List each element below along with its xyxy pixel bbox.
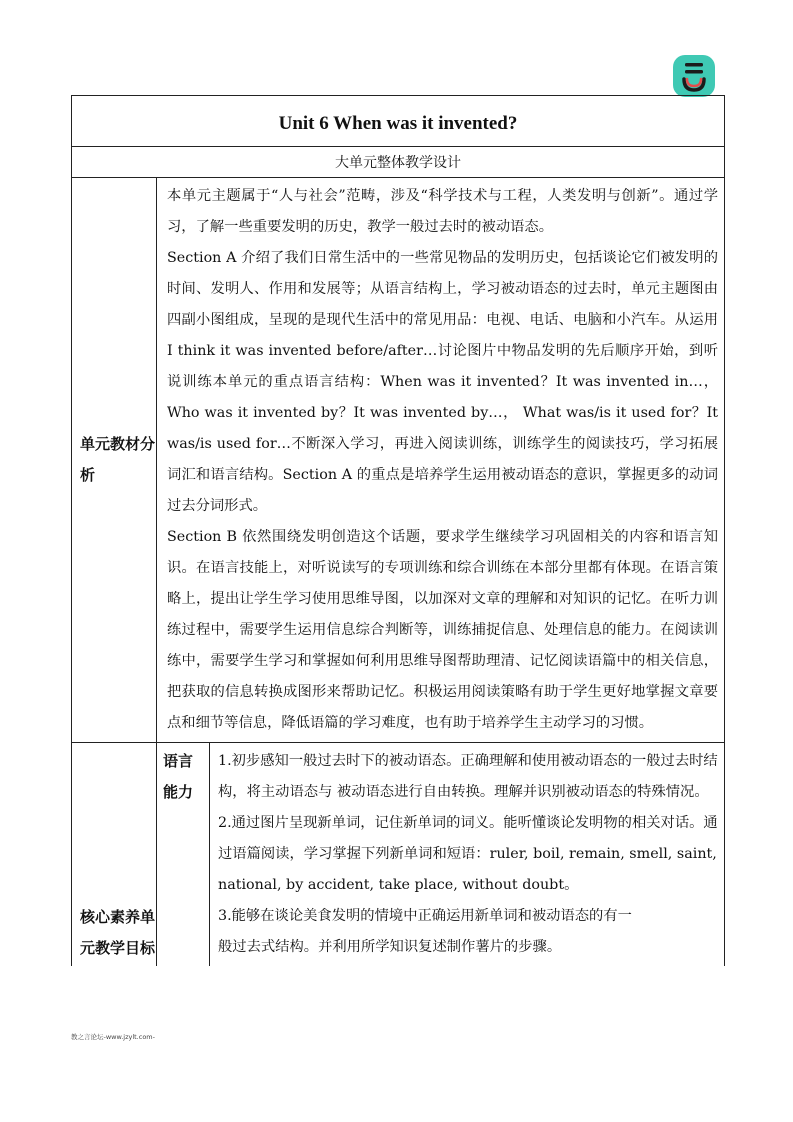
- goals-sub-label: 语言能力: [157, 743, 210, 967]
- document-subtitle: 大单元整体教学设计: [72, 147, 725, 178]
- goal-item: 3.能够在谈论美食发明的情境中正确运用新单词和被动语态的有一: [218, 908, 632, 924]
- goal-item: 般过去式结构。并利用所学知识复述制作薯片的步骤。: [218, 939, 562, 955]
- analysis-paragraph: 本单元主题属于“人与社会”范畴，涉及“科学技术与工程，人类发明与创新”。通过学习，了解一些重要发明的历史，教学一般过去时的被动语态。: [167, 188, 718, 235]
- analysis-paragraph: Section B 依然围绕发明创造这个话题，要求学生继续学习巩固相关的内容和语言知识。在语言技能上，对听说读写的专项训练和综合训练在本部分里都有体现。在语言策略上，提出让学生学习使用思维导图，以加深对文章的理解和对知识的记忆。在听力训练过程中，需要学生运用信息综合判断等，训练捕捉信息、处理信息的能力。在阅读训练中，需要学生学习和掌握如何利用思维导图帮助理清、记忆阅读语篇中的相关信息，把获取的信息转换成图形来帮助记忆。积极运用阅读策略有助于学生更好地掌握文章要点和细节等信息，降低语篇的学习难度，也有助于培养学生主动学习的习惯。: [167, 529, 718, 731]
- analysis-content: [157, 178, 725, 743]
- lesson-design-table: [71, 95, 725, 966]
- goal-item: 2.通过图片呈现新单词，记住新单词的词义。能听懂谈论发明物的相关对话。通过语篇阅读，学习掌握下列新单词和短语：ruler, boil, remain, smell, saint, national, by accident, take place, without doubt。: [218, 815, 718, 893]
- goals-label: 核心素养单元教学目标: [72, 743, 157, 967]
- goals-content: [210, 743, 725, 967]
- document-title: Unit 6 When was it invented?: [72, 96, 725, 147]
- footer-source: 教之言论坛-www.jzylt.com-: [71, 1033, 155, 1041]
- analysis-paragraph: Section A 介绍了我们日常生活中的一些常见物品的发明历史，包括谈论它们被发明的时间、发明人、作用和发展等；从语言结构上，学习被动语态的过去时，单元主题图由四副小图组成，呈现的是现代生活中的常见用品：电视、电话、电脑和小汽车。从运用 I think it was invented before/after…讨论图片中物品发明的先后顺序开始，到听说训练本单元的重点语言结构：When was it invented？It was invented in…， Who was it invented by？It was invented by…， What was/is it used for？It was/is used for…不断深入学习，再进入阅读训练，训练学生的阅读技巧，学习拓展词汇和语言结构。Section A 的重点是培养学生运用被动语态的意识，掌握更多的动词过去分词形式。: [167, 250, 718, 514]
- goal-item: 1.初步感知一般过去时下的被动语态。正确理解和使用被动语态的一般过去时结构，将主动语态与 被动语态进行自由转换。理解并识别被动语态的特殊情况。: [218, 753, 718, 800]
- analysis-label: 单元教材分析: [72, 178, 157, 743]
- jiaozhiyan-logo-icon: [673, 55, 715, 97]
